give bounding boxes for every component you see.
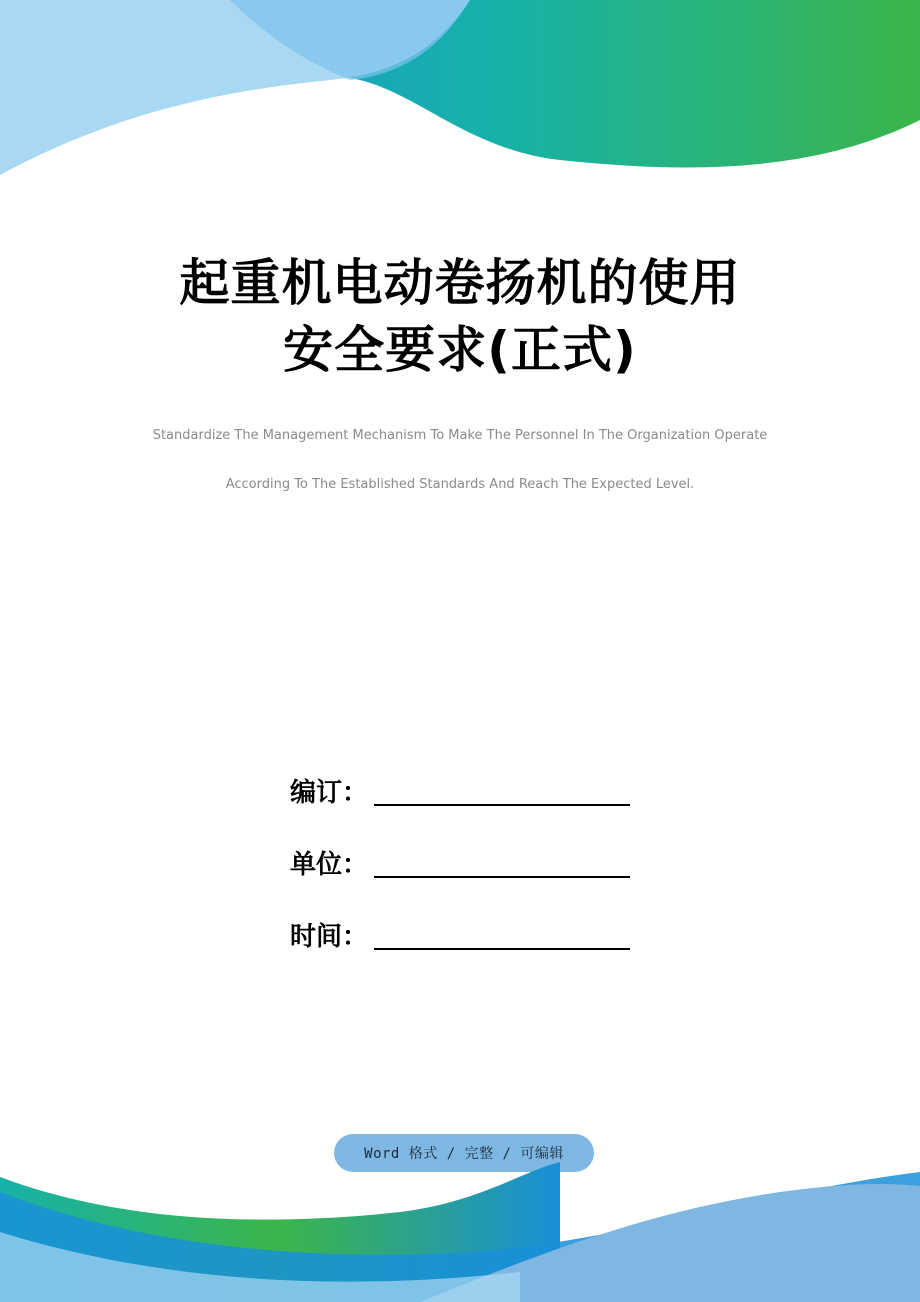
format-badge: Word 格式 / 完整 / 可编辑	[334, 1134, 594, 1172]
document-title	[0, 250, 920, 384]
unit-label: 单位：	[290, 850, 369, 880]
editor-label: 编订：	[290, 778, 369, 808]
time-label: 时间：	[290, 922, 369, 952]
unit-field	[290, 840, 630, 880]
title-line-1: 起重机电动卷扬机的使用	[179, 254, 741, 312]
title-line-2: 安全要求(正式)	[283, 321, 637, 379]
time-field	[290, 912, 630, 952]
unit-blank-line[interactable]	[374, 874, 630, 878]
editor-blank-line[interactable]	[374, 802, 630, 806]
subtitle-line-2: According To The Established Standards And Reach The Expected Level.	[225, 477, 695, 492]
bottom-wave-decoration	[0, 1152, 920, 1302]
time-blank-line[interactable]	[374, 946, 630, 950]
editor-field	[290, 768, 630, 808]
subtitle-line-1: Standardize The Management Mechanism To Make The Personnel In The Organization Operate	[152, 428, 768, 443]
top-wave-decoration	[0, 0, 920, 200]
